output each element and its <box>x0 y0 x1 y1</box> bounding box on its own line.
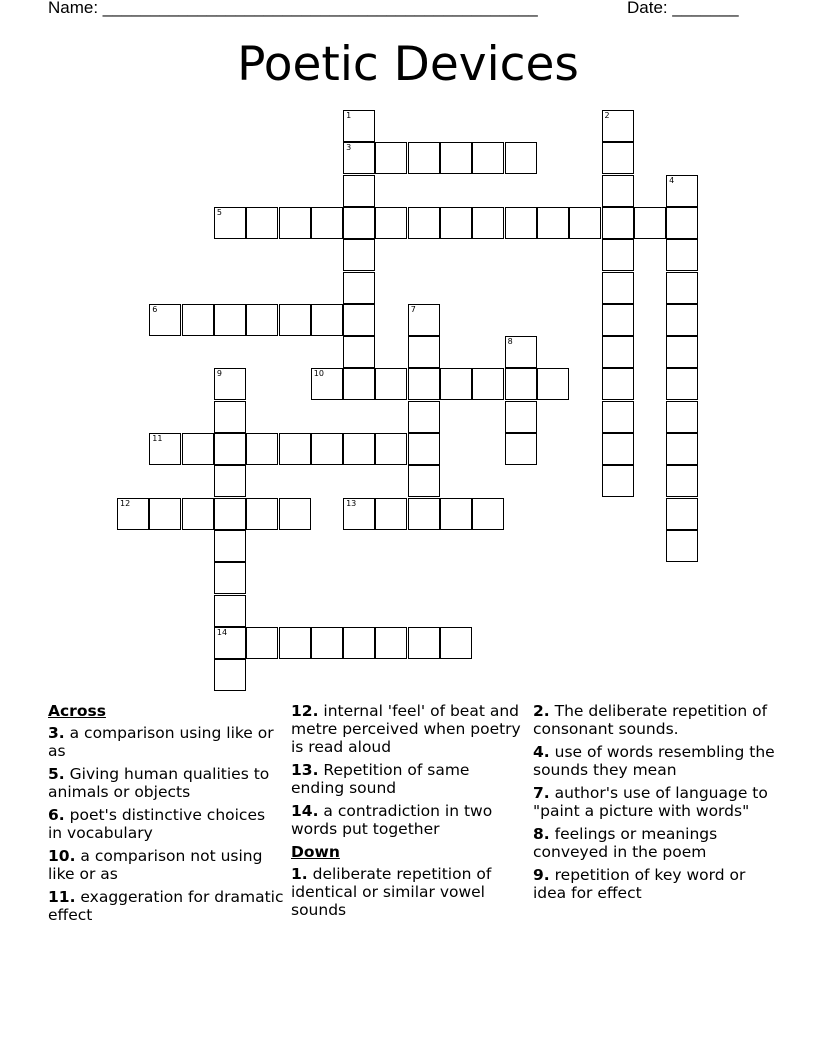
grid-cell[interactable] <box>408 401 440 433</box>
grid-cell[interactable] <box>182 498 214 530</box>
grid-cell[interactable] <box>375 368 407 400</box>
clue-number: 1. <box>291 865 308 883</box>
grid-cell[interactable] <box>666 465 698 497</box>
grid-cell[interactable] <box>246 207 278 239</box>
grid-cell[interactable] <box>214 627 246 659</box>
clue-across-14 <box>291 802 527 838</box>
grid-cell[interactable] <box>472 142 504 174</box>
grid-cell[interactable] <box>602 272 634 304</box>
down-heading: Down <box>291 843 340 861</box>
grid-cell[interactable] <box>375 498 407 530</box>
grid-cell[interactable] <box>569 207 601 239</box>
cell-number: 5 <box>216 207 222 217</box>
clue-text: a comparison using like or as <box>48 724 274 760</box>
grid-cell[interactable] <box>311 433 343 465</box>
grid-cell[interactable] <box>666 207 698 239</box>
clue-text: exaggeration for dramatic effect <box>48 888 284 924</box>
grid-cell[interactable] <box>343 498 375 530</box>
grid-cell[interactable] <box>408 368 440 400</box>
grid-cell[interactable] <box>214 368 246 400</box>
clue-column-3 <box>533 702 783 907</box>
grid-cell[interactable] <box>408 465 440 497</box>
grid-cell[interactable] <box>311 207 343 239</box>
grid-cell[interactable] <box>666 368 698 400</box>
grid-cell[interactable] <box>343 433 375 465</box>
grid-cell[interactable] <box>408 433 440 465</box>
clue-across-10 <box>48 847 284 883</box>
cell-number: 11 <box>152 434 163 443</box>
grid-cell[interactable] <box>537 368 569 400</box>
grid-cell[interactable] <box>343 627 375 659</box>
clue-across-5 <box>48 765 284 801</box>
cell-number: 4 <box>669 175 675 185</box>
clue-number: 7. <box>533 784 550 802</box>
grid-cell[interactable] <box>343 110 375 142</box>
grid-cell[interactable] <box>602 368 634 400</box>
grid-cell[interactable] <box>375 627 407 659</box>
grid-cell[interactable] <box>279 498 311 530</box>
grid-cell[interactable] <box>602 207 634 239</box>
grid-cell[interactable] <box>182 433 214 465</box>
grid-cell[interactable] <box>537 207 569 239</box>
grid-cell[interactable] <box>408 498 440 530</box>
grid-cell[interactable] <box>149 498 181 530</box>
clue-text: repetition of key word or idea for effect <box>533 866 746 902</box>
grid-cell[interactable] <box>246 498 278 530</box>
clue-number: 14. <box>291 802 319 820</box>
grid-cell[interactable] <box>375 207 407 239</box>
clue-text: Giving human qualities to animals or objects <box>48 765 270 801</box>
grid-cell[interactable] <box>343 207 375 239</box>
clue-number: 8. <box>533 825 550 843</box>
across-heading: Across <box>48 702 106 720</box>
grid-cell[interactable] <box>214 433 246 465</box>
grid-cell[interactable] <box>375 142 407 174</box>
grid-cell[interactable] <box>214 595 246 627</box>
page-title: Poetic Devices <box>237 37 579 92</box>
cell-number: 7 <box>410 304 416 314</box>
grid-cell[interactable] <box>440 368 472 400</box>
grid-cell[interactable] <box>214 465 246 497</box>
clue-column-1 <box>48 702 284 929</box>
clue-number: 4. <box>533 743 550 761</box>
grid-cell[interactable] <box>666 530 698 562</box>
grid-cell[interactable] <box>246 433 278 465</box>
clue-number: 5. <box>48 765 65 783</box>
grid-cell[interactable] <box>279 433 311 465</box>
clue-number: 11. <box>48 888 76 906</box>
grid-cell[interactable] <box>505 433 537 465</box>
clue-number: 6. <box>48 806 65 824</box>
clue-text: poet's distinctive choices in vocabulary <box>48 806 266 842</box>
grid-cell[interactable] <box>602 433 634 465</box>
clue-down-9 <box>533 866 783 902</box>
grid-cell[interactable] <box>666 272 698 304</box>
grid-cell[interactable] <box>505 207 537 239</box>
grid-cell[interactable] <box>505 401 537 433</box>
cell-number: 6 <box>152 304 158 314</box>
clue-number: 2. <box>533 702 550 720</box>
grid-cell[interactable] <box>440 627 472 659</box>
grid-cell[interactable] <box>311 627 343 659</box>
grid-cell[interactable] <box>602 465 634 497</box>
grid-cell[interactable] <box>214 498 246 530</box>
grid-cell[interactable] <box>408 336 440 368</box>
clue-down-7 <box>533 784 783 820</box>
clue-text: internal 'feel' of beat and metre perceived when poetry is read aloud <box>291 702 521 756</box>
grid-cell[interactable] <box>634 207 666 239</box>
clue-down-8 <box>533 825 783 861</box>
clue-down-4 <box>533 743 783 779</box>
grid-cell[interactable] <box>214 562 246 594</box>
grid-cell[interactable] <box>602 175 634 207</box>
grid-cell[interactable] <box>666 304 698 336</box>
grid-cell[interactable] <box>666 433 698 465</box>
clue-down-2 <box>533 702 783 738</box>
grid-cell[interactable] <box>214 207 246 239</box>
clue-text: a contradiction in two words put together <box>291 802 493 838</box>
grid-cell[interactable] <box>440 498 472 530</box>
grid-cell[interactable] <box>279 304 311 336</box>
clue-text: deliberate repetition of identical or similar vowel sounds <box>291 865 492 919</box>
cell-number: 10 <box>313 369 324 379</box>
grid-cell[interactable] <box>472 368 504 400</box>
clue-text: a comparison not using like or as <box>48 847 263 883</box>
grid-cell[interactable] <box>311 304 343 336</box>
grid-cell[interactable] <box>408 207 440 239</box>
grid-cell[interactable] <box>602 142 634 174</box>
clue-down-1 <box>291 865 527 919</box>
cell-number: 13 <box>346 498 357 508</box>
clue-across-13 <box>291 761 527 797</box>
grid-cell[interactable] <box>343 304 375 336</box>
cell-number: 14 <box>216 627 228 637</box>
grid-cell[interactable] <box>343 175 375 207</box>
grid-cell[interactable] <box>440 142 472 174</box>
grid-cell[interactable] <box>505 336 537 368</box>
grid-cell[interactable] <box>279 627 311 659</box>
grid-cell[interactable] <box>375 433 407 465</box>
grid-cell[interactable] <box>440 207 472 239</box>
clue-across-3 <box>48 724 284 760</box>
grid-cell[interactable] <box>343 239 375 271</box>
grid-cell[interactable] <box>408 142 440 174</box>
grid-cell[interactable] <box>666 498 698 530</box>
grid-cell[interactable] <box>343 142 375 174</box>
grid-cell[interactable] <box>279 207 311 239</box>
grid-cell[interactable] <box>666 239 698 271</box>
clue-text: The deliberate repetition of consonant sounds. <box>533 702 768 738</box>
grid-cell[interactable] <box>246 304 278 336</box>
clue-across-12 <box>291 702 527 756</box>
grid-cell[interactable] <box>214 304 246 336</box>
cell-number: 3 <box>346 143 352 153</box>
cell-number: 9 <box>216 369 222 379</box>
grid-cell[interactable] <box>505 368 537 400</box>
clue-text: author's use of language to "paint a picture with words" <box>533 784 768 820</box>
grid-cell[interactable] <box>602 239 634 271</box>
grid-cell[interactable] <box>505 142 537 174</box>
grid-cell[interactable] <box>602 336 634 368</box>
grid-cell[interactable] <box>214 530 246 562</box>
grid-cell[interactable] <box>343 368 375 400</box>
grid-cell[interactable] <box>666 336 698 368</box>
grid-cell[interactable] <box>602 401 634 433</box>
clue-number: 9. <box>533 866 550 884</box>
cell-number: 2 <box>604 111 610 120</box>
grid-cell[interactable] <box>472 207 504 239</box>
grid-cell[interactable] <box>117 498 149 530</box>
grid-cell[interactable] <box>214 659 246 691</box>
grid-cell[interactable] <box>149 304 181 336</box>
cell-number: 8 <box>507 337 513 347</box>
grid-cell[interactable] <box>214 401 246 433</box>
clue-across-11 <box>48 888 284 924</box>
grid-cell[interactable] <box>343 336 375 368</box>
grid-cell[interactable] <box>246 627 278 659</box>
name-field-label[interactable]: Name: ______________________________________________ <box>48 0 538 17</box>
grid-cell[interactable] <box>602 110 634 142</box>
grid-cell[interactable] <box>408 304 440 336</box>
clue-column-2 <box>291 702 527 924</box>
clue-text: use of words resembling the sounds they mean <box>533 743 775 779</box>
cell-number: 12 <box>120 498 131 508</box>
clue-text: feelings or meanings conveyed in the poem <box>533 825 718 861</box>
date-field-label[interactable]: Date: _______ <box>627 0 739 17</box>
clue-number: 13. <box>291 761 319 779</box>
clue-number: 10. <box>48 847 76 865</box>
cell-number: 1 <box>346 111 352 120</box>
grid-cell[interactable] <box>602 304 634 336</box>
grid-cell[interactable] <box>666 401 698 433</box>
clue-number: 3. <box>48 724 65 742</box>
grid-cell[interactable] <box>472 498 504 530</box>
grid-cell[interactable] <box>311 368 343 400</box>
clue-across-6 <box>48 806 284 842</box>
grid-cell[interactable] <box>343 272 375 304</box>
clue-text: Repetition of same ending sound <box>291 761 470 797</box>
clue-number: 12. <box>291 702 319 720</box>
grid-cell[interactable] <box>408 627 440 659</box>
grid-cell[interactable] <box>666 175 698 207</box>
grid-cell[interactable] <box>149 433 181 465</box>
grid-cell[interactable] <box>182 304 214 336</box>
